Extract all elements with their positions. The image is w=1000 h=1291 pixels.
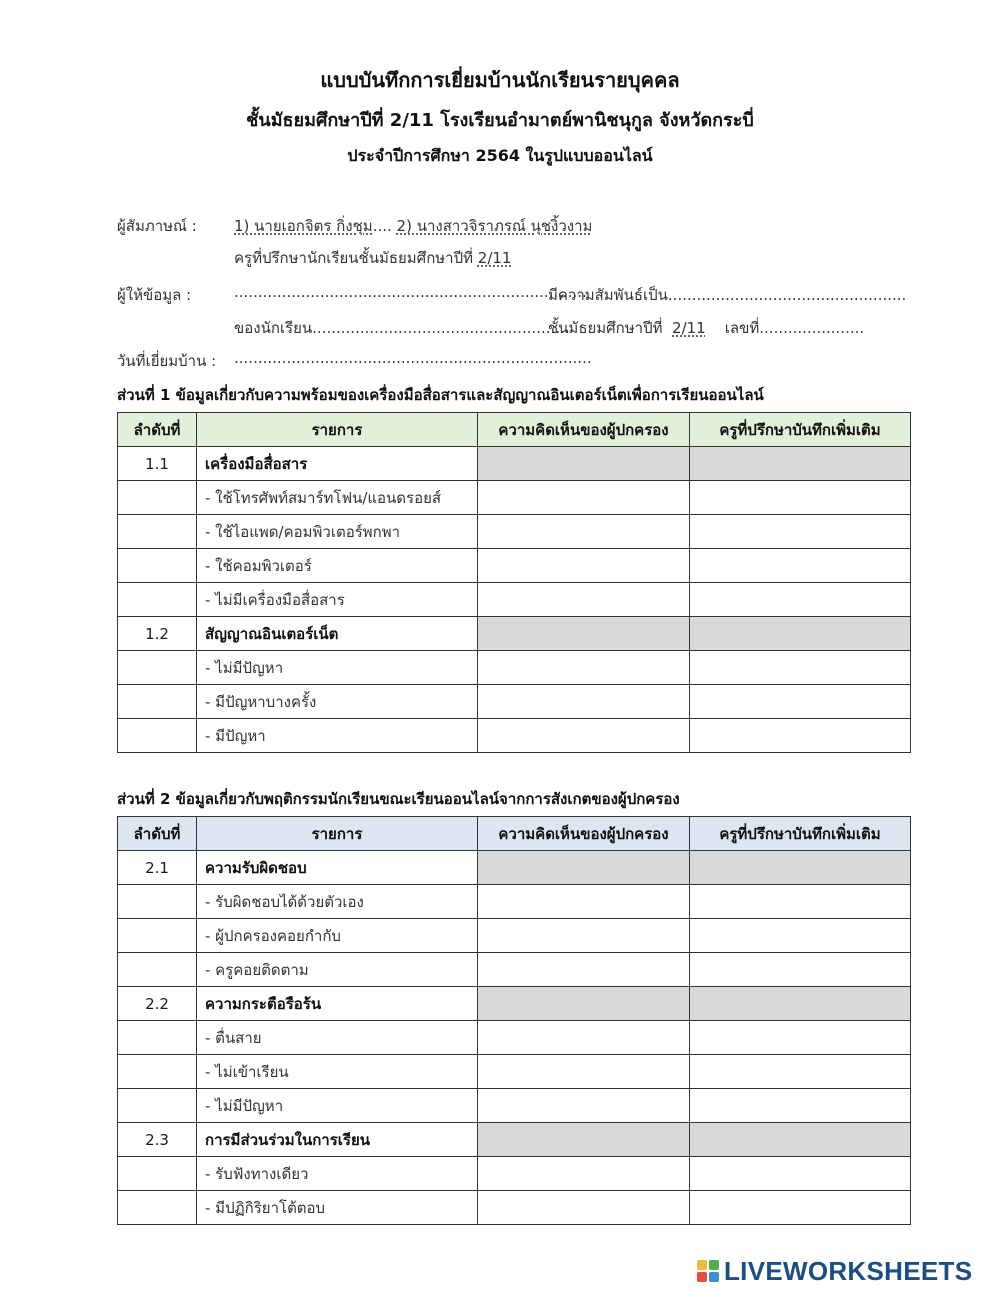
row-number: 2.3 [118,1123,197,1157]
teacher-note-cell[interactable] [690,481,911,515]
col-header-item: รายการ [197,413,478,447]
parent-opinion-cell[interactable] [478,919,690,953]
table-row [118,583,911,617]
parent-opinion-cell [478,987,690,1021]
parent-opinion-cell [478,1123,690,1157]
interviewer-1: 1) นายเอกจิตร กิ่งชุม [234,217,373,235]
parent-opinion-cell [478,617,690,651]
parent-opinion-cell[interactable] [478,953,690,987]
relation-line[interactable]: .................................................. [667,286,907,304]
teacher-note-cell [690,447,911,481]
logo-block [697,1260,707,1270]
row-number [118,919,197,953]
row-item: - ใช้ไอแพด/คอมพิวเตอร์พกพา [197,515,478,549]
liveworksheets-logo [697,1256,972,1286]
parent-opinion-cell[interactable] [478,583,690,617]
section2-table [117,816,911,1225]
advisor-line [234,246,511,270]
row-item: - ไม่มีปัญหา [197,651,478,685]
teacher-note-cell[interactable] [690,719,911,753]
teacher-note-cell[interactable] [690,953,911,987]
table-row [118,885,911,919]
table-row [118,1191,911,1225]
section1-table [117,412,911,753]
teacher-note-cell [690,987,911,1021]
parent-opinion-cell[interactable] [478,1191,690,1225]
row-number [118,549,197,583]
row-category: สัญญาณอินเตอร์เน็ต [197,617,478,651]
interviewer-gap: .... [372,217,392,235]
col-header-parent-opinion: ความคิดเห็นของผู้ปกครอง [478,817,690,851]
teacher-note-cell[interactable] [690,651,911,685]
row-item: - ตื่นสาย [197,1021,478,1055]
table-row [118,515,911,549]
col-header-teacher-note: ครูที่ปรึกษาบันทึกเพิ่มเติม [690,817,911,851]
visit-date-label: วันที่เยี่ยมบ้าน : [117,352,217,370]
table-row [118,651,911,685]
relation-label: มีความสัมพันธ์เป็น [548,286,668,304]
of-student-field[interactable] [234,316,570,340]
page-subtitle: ชั้นมัธยมศึกษาปีที่ 2/11 โรงเรียนอำมาตย์พานิชนุกูล จังหวัดกระบี่ [246,110,754,131]
section2-heading: ส่วนที่ 2 ข้อมูลเกี่ยวกับพฤติกรรมนักเรียนขณะเรียนออนไลน์จากการสังเกตของผู้ปกครอง [117,790,680,808]
row-number [118,1055,197,1089]
table-row [118,1157,911,1191]
row-number [118,1191,197,1225]
table-row [118,685,911,719]
row-number: 2.1 [118,851,197,885]
col-header-no: ลำดับที่ [118,817,197,851]
logo-block [709,1260,719,1270]
row-item: - ไม่มีปัญหา [197,1089,478,1123]
grade-label: ชั้นมัธยมศึกษาปีที่ [548,319,663,337]
col-header-parent-opinion: ความคิดเห็นของผู้ปกครอง [478,413,690,447]
parent-opinion-cell[interactable] [478,885,690,919]
informant-label: ผู้ให้ข้อมูล : [117,286,192,304]
table-category-row [118,447,911,481]
teacher-note-cell [690,617,911,651]
logo-blocks-icon [697,1260,719,1282]
teacher-note-cell[interactable] [690,515,911,549]
teacher-note-cell[interactable] [690,1055,911,1089]
parent-opinion-cell[interactable] [478,1021,690,1055]
row-number [118,685,197,719]
parent-opinion-cell [478,447,690,481]
row-item: - ไม่มีเครื่องมือสื่อสาร [197,583,478,617]
teacher-note-cell[interactable] [690,549,911,583]
advisor-prefix: ครูที่ปรึกษานักเรียนชั้นมัธยมศึกษาปีที่ [234,249,473,267]
parent-opinion-cell[interactable] [478,719,690,753]
teacher-note-cell[interactable] [690,1021,911,1055]
table-category-row [118,987,911,1021]
advisor-class: 2/11 [477,249,512,267]
row-number [118,651,197,685]
table-row [118,919,911,953]
interviewer-names [234,214,592,238]
parent-opinion-cell [478,851,690,885]
relation-field[interactable] [548,283,906,307]
table-category-row [118,617,911,651]
of-student-label: ของนักเรียน [234,319,313,337]
row-category: ความรับผิดชอบ [197,851,478,885]
informant-line[interactable]: .......................................................................... [234,283,587,301]
interviewer-label: ผู้สัมภาษณ์ : [117,217,197,235]
table-header-row [118,413,911,447]
col-header-no: ลำดับที่ [118,413,197,447]
grade-field [548,316,864,340]
row-item: - ครูคอยติดตาม [197,953,478,987]
row-number [118,1021,197,1055]
teacher-note-cell[interactable] [690,1157,911,1191]
row-number: 1.2 [118,617,197,651]
parent-opinion-cell[interactable] [478,1089,690,1123]
teacher-note-cell[interactable] [690,583,911,617]
table-row [118,549,911,583]
row-category: ความกระตือรือร้น [197,987,478,1021]
page-subtitle-2: ประจำปีการศึกษา 2564 ในรูปแบบออนไลน์ [347,146,653,165]
row-item: - ผู้ปกครองคอยกำกับ [197,919,478,953]
parent-opinion-cell[interactable] [478,481,690,515]
table-header-row [118,817,911,851]
visit-date-line[interactable]: ........................................................................... [234,349,592,367]
teacher-note-cell[interactable] [690,885,911,919]
row-item: - รับฟังทางเดียว [197,1157,478,1191]
row-item: - มีปัญหา [197,719,478,753]
parent-opinion-cell[interactable] [478,549,690,583]
row-item: - ใช้คอมพิวเตอร์ [197,549,478,583]
row-item: - รับผิดชอบได้ด้วยตัวเอง [197,885,478,919]
of-student-line[interactable]: ...................................................... [312,319,570,337]
logo-text: LIVEWORKSHEETS [724,1255,973,1286]
row-item: - ใช้โทรศัพท์สมาร์ทโฟน/แอนดรอยส์ [197,481,478,515]
logo-block [697,1272,707,1282]
teacher-note-cell [690,1123,911,1157]
teacher-note-cell[interactable] [690,685,911,719]
parent-opinion-cell[interactable] [478,515,690,549]
section1-heading: ส่วนที่ 1 ข้อมูลเกี่ยวกับความพร้อมของเครื่องมือสื่อสารและสัญญาณอินเตอร์เน็ตเพื่อการเรียนออนไลน์ [117,386,764,404]
logo-block [709,1272,719,1282]
row-category: การมีส่วนร่วมในการเรียน [197,1123,478,1157]
row-number [118,481,197,515]
teacher-note-cell[interactable] [690,919,911,953]
parent-opinion-cell[interactable] [478,651,690,685]
table-category-row [118,851,911,885]
row-item: - มีปฏิกิริยาโต้ตอบ [197,1191,478,1225]
row-number [118,953,197,987]
row-number [118,1157,197,1191]
row-item: - ไม่เข้าเรียน [197,1055,478,1089]
row-number [118,885,197,919]
interviewer-2: 2) นางสาวจิราภรณ์ นุชงิ้วงาม [396,217,593,235]
row-number [118,719,197,753]
row-item: - มีปัญหาบางครั้ง [197,685,478,719]
number-label: เลขที่ [724,319,760,337]
teacher-note-cell[interactable] [690,1191,911,1225]
col-header-item: รายการ [197,817,478,851]
parent-opinion-cell[interactable] [478,1055,690,1089]
table-row [118,481,911,515]
row-number [118,583,197,617]
parent-opinion-cell[interactable] [478,1157,690,1191]
row-category: เครื่องมือสื่อสาร [197,447,478,481]
table-row [118,1055,911,1089]
row-number [118,1089,197,1123]
teacher-note-cell[interactable] [690,1089,911,1123]
col-header-teacher-note: ครูที่ปรึกษาบันทึกเพิ่มเติม [690,413,911,447]
table-row [118,719,911,753]
teacher-note-cell [690,851,911,885]
row-number [118,515,197,549]
row-number: 1.1 [118,447,197,481]
parent-opinion-cell[interactable] [478,685,690,719]
grade-value: 2/11 [672,319,706,337]
table-row [118,953,911,987]
page-title: แบบบันทึกการเยี่ยมบ้านนักเรียนรายบุคคล [320,68,680,92]
number-line[interactable]: ...................... [759,319,865,337]
table-category-row [118,1123,911,1157]
row-number: 2.2 [118,987,197,1021]
table-row [118,1021,911,1055]
table-row [118,1089,911,1123]
